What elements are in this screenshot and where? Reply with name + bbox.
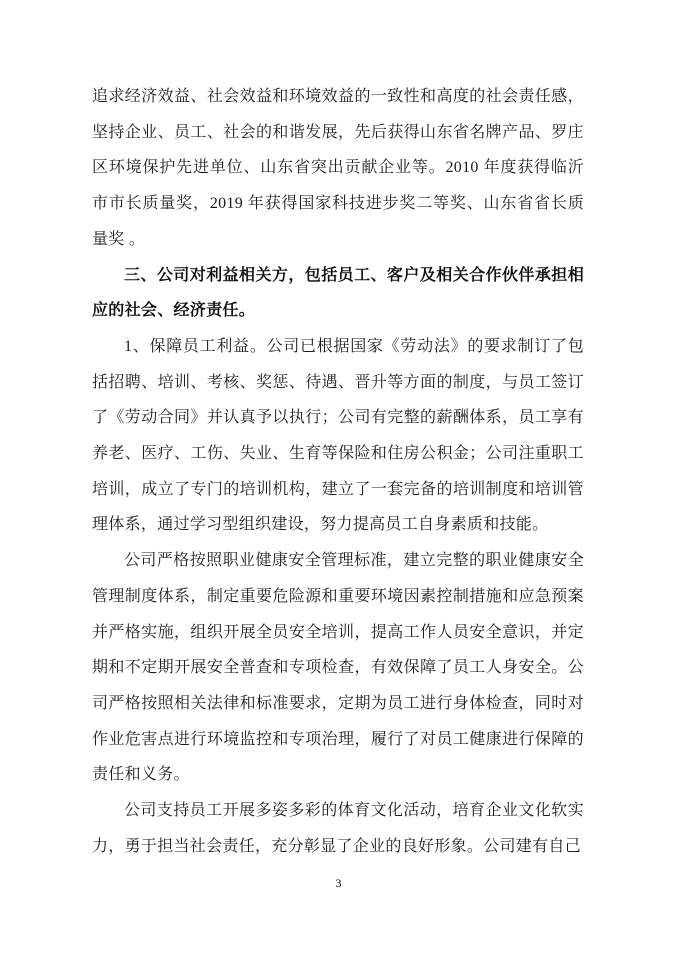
page-number: 3 [335, 876, 342, 890]
section-heading-stakeholder-responsibility: 三、公司对利益相关方，包括员工、客户及相关合作伙伴承担相应的社会、经济责任。 [92, 266, 584, 320]
paragraph-company-awards: 追求经济效益、社会效益和环境效益的一致性和高度的社会责任感，坚持企业、员工、社会的和谐发展，先后获得山东省名牌产品、罗庄区环境保护先进单位、山东省突出贡献企业等。2010 年度获得临沂市市长质量奖，2019 年获得国家科技进步奖二等奖、山东省省长质量奖 。 [92, 88, 584, 248]
paragraph-occupational-health-safety: 公司严格按照职业健康安全管理标准，建立完整的职业健康安全管理制度体系，制定重要危险源和重要环境因素控制措施和应急预案并严格实施，组织开展全员安全培训，提高工作人员安全意识，并定期和不定期开展安全普查和专项检查，有效保障了员工人身安全。公司严格按照相关法律和标准要求，定期为员工进行身体检查，同时对作业危害点进行环境监控和专项治理，履行了对员工健康进行保障的责任和义务。 [92, 552, 584, 784]
paragraph-employee-rights: 1、保障员工利益。公司已根据国家《劳动法》的要求制订了包括招聘、培训、考核、奖惩、待遇、晋升等方面的制度，与员工签订了《劳动合同》并认真予以执行；公司有完整的薪酬体系，员工享有养老、医疗、工伤、失业、生育等保险和住房公积金；公司注重职工培训，成立了专门的培训机构，建立了一套完备的培训制度和培训管理体系，通过学习型组织建设，努力提高员工自身素质和技能。 [92, 337, 584, 534]
document-body [92, 79, 584, 864]
paragraph-corporate-culture: 公司支持员工开展多姿多彩的体育文化活动，培育企业文化软实力，勇于担当社会责任，充分彰显了企业的良好形象。公司建有自己 [92, 802, 584, 855]
